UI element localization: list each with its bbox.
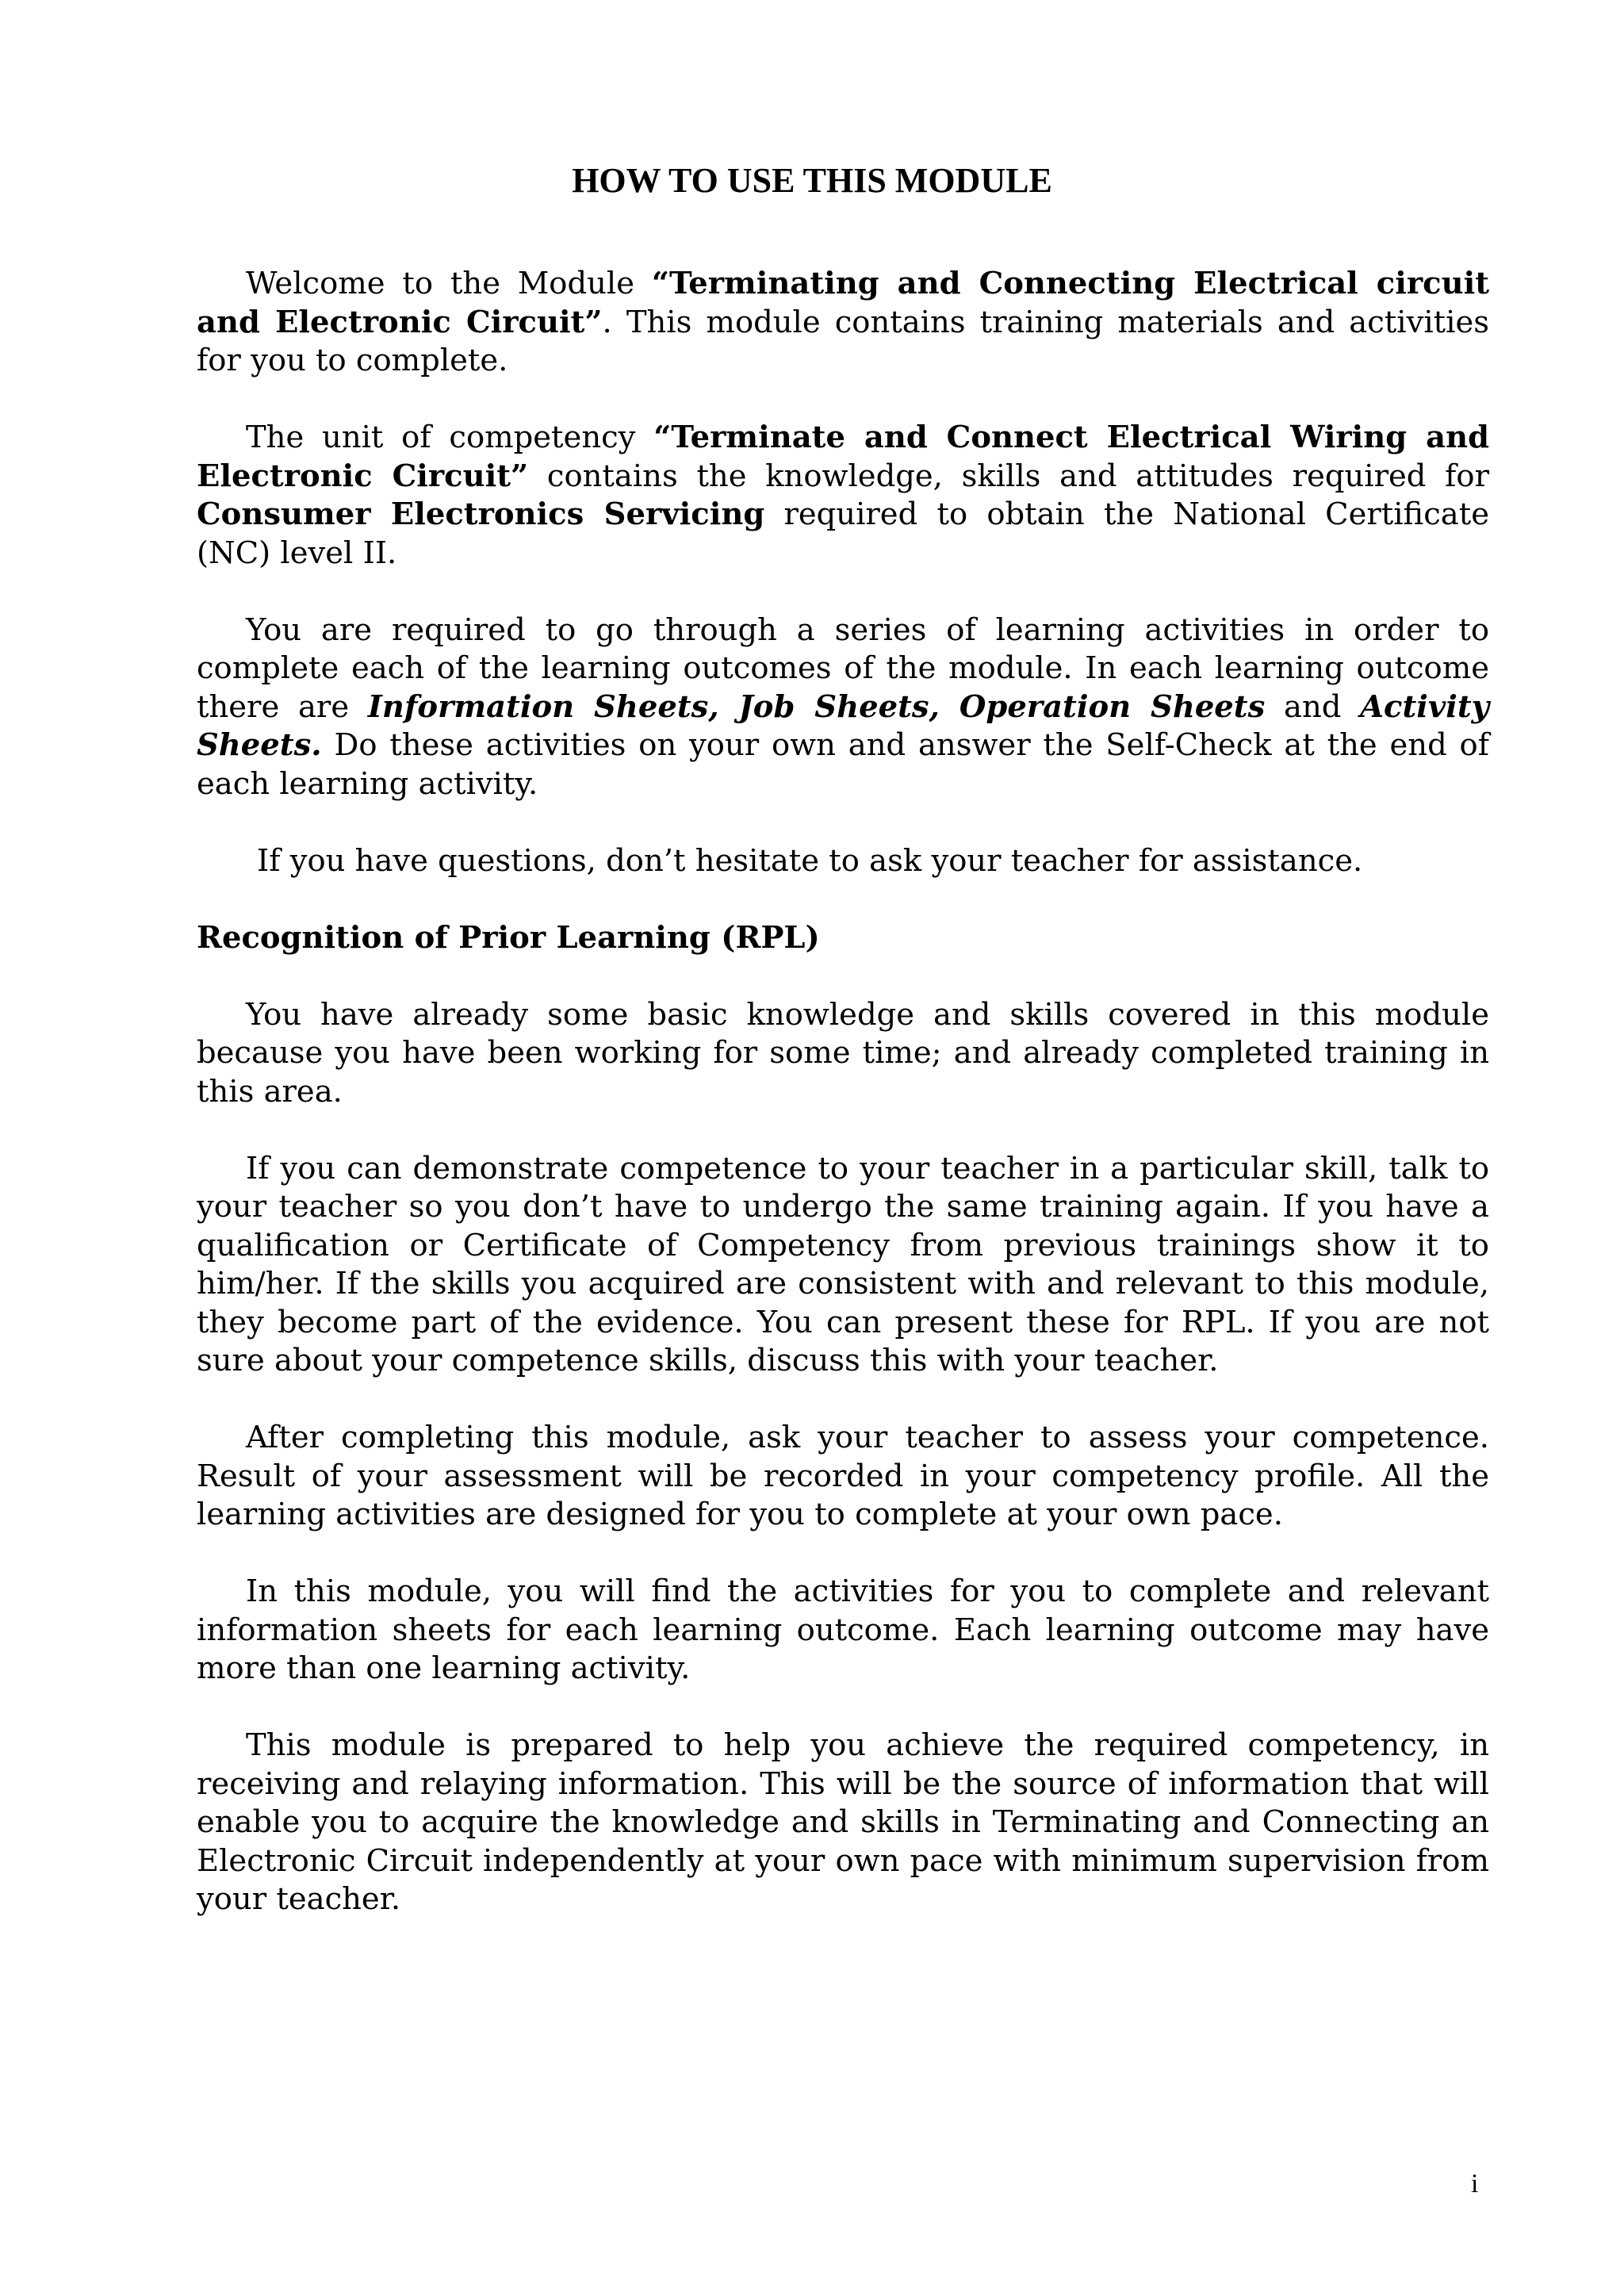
text: and — [1265, 688, 1361, 725]
paragraph-assessment: After completing this module, ask your teacher to assess your competence. Result of your assessment will be recorded in your competency profile. All the learning activities are designed for you to complete at your own pace. — [197, 1420, 1489, 1532]
text: contains the knowledge, skills and attitudes required for — [528, 458, 1490, 494]
paragraph-questions: If you have questions, don’t hesitate to ask your teacher for assistance. — [257, 842, 1363, 879]
page-number: i — [1471, 2169, 1479, 2198]
paragraph-demonstrate: If you can demonstrate competence to your teacher in a particular skill, talk to your teacher so you don’t have to undergo the same training again. If you have a qualification or Certificate of Competency from previous trainings show it to him/her. If the skills you acquired are consistent with and relevant to this module, they become part of the evidence. You can present these for RPL. If you are not sure about your competence skills, discuss this with your teacher. — [197, 1150, 1489, 1378]
text: required to obtain the National Certificate (NC) level II. — [197, 496, 1489, 571]
sheet-types: Information Sheets, Job Sheets, Operation Sheets — [367, 688, 1266, 725]
paragraph-prior-knowledge: You have already some basic knowledge and skills covered in this module because you have been working for some time; and already completed training in this area. — [197, 996, 1489, 1110]
paragraph-competency — [197, 419, 1489, 573]
text: . This module contains training materials and activities for you to complete. — [197, 304, 1489, 378]
text: The unit of competency — [246, 420, 654, 455]
module-title: “Terminating and Connecting Electrical circuit and Electronic Circuit” — [197, 266, 1490, 340]
paragraph-welcome — [197, 265, 1489, 381]
text: Welcome to the Module — [246, 266, 652, 301]
activity-sheets: Activity Sheets. — [197, 688, 1490, 763]
page-title: HOW TO USE THIS MODULE — [572, 161, 1052, 200]
text: Do these activities on your own and answer the Self-Check at the end of each learning activity. — [197, 727, 1489, 802]
rpl-heading: Recognition of Prior Learning (RPL) — [197, 919, 820, 956]
paragraph-activities-info: In this module, you will find the activities for you to complete and relevant information sheets for each learning outcome. Each learning outcome may have more than one learning activity. — [197, 1573, 1489, 1686]
paragraph-purpose: This module is prepared to help you achieve the required competency, in receiving and relaying information. This will be the source of information that will enable you to acquire the knowledge and skills in Terminating and Connecting an Electronic Circuit independently at your own pace with minimum supervision from your teacher. — [197, 1727, 1489, 1917]
paragraph-activities — [197, 611, 1489, 804]
text: You are required to go through a series of learning activities in order to complete each of the learning outcomes of the module. In each learning outcome there are — [197, 611, 1489, 725]
unit-title: “Terminate and Connect Electrical Wiring and Electronic Circuit” — [197, 420, 1489, 494]
body-content — [197, 265, 1489, 1957]
qualification-name: Consumer Electronics Servicing — [197, 496, 765, 532]
